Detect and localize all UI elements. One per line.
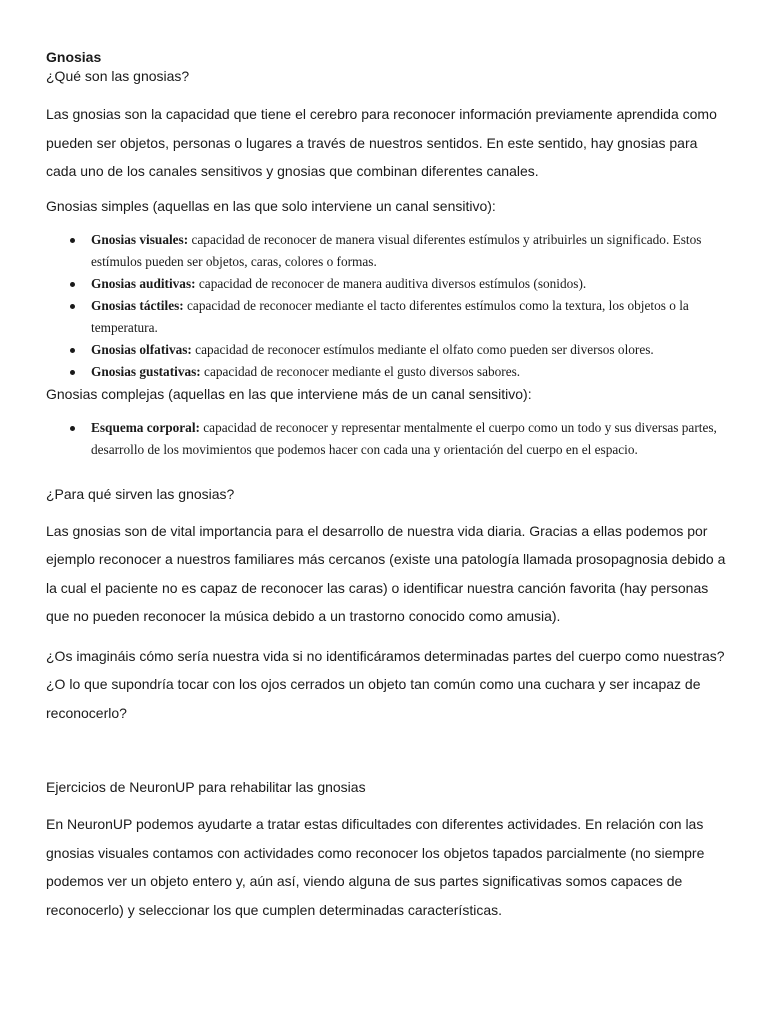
term-label: Gnosias olfativas:: [91, 341, 192, 357]
term-label: Gnosias táctiles:: [91, 297, 184, 313]
term-label: Esquema corporal:: [91, 419, 200, 435]
simple-gnosias-list: [46, 229, 726, 383]
purpose-paragraph-1: Las gnosias son de vital importancia para el desarrollo de nuestra vida diaria. Gracias a ellas podemos por ejemplo reconocer a nuestros familiares más cercanos (existe una patología llamada prosopagnosia debido a la cual el paciente no es capaz de reconocer las caras) o identificar nuestra canción favorita (hay personas que no pueden reconocer la música debido a un trastorno conocido como amusia).: [46, 522, 726, 624]
exercises-paragraph: En NeuronUP podemos ayudarte a tratar estas dificultades con diferentes actividades. En relación con las gnosias visuales contamos con actividades como reconocer los objetos tapados parcialmente (no siempre podemos ver un objeto entero y, aún así, viendo alguna de sus partes significativas somos capaces de reconocerlo) y seleccionar los que cumplen determinadas características.: [46, 816, 705, 918]
complex-gnosias-heading: Gnosias complejas (aquellas en las que interviene más de un canal sensitivo):: [46, 385, 532, 402]
list-item-tactile: [46, 295, 726, 339]
document-title: Gnosias: [46, 49, 102, 65]
list-item-gustatory: [46, 361, 726, 383]
term-description: capacidad de reconocer estímulos mediante el olfato como pueden ser diversos olores.: [191, 341, 654, 357]
term-description: capacidad de reconocer mediante el gusto diversos sabores.: [200, 363, 521, 379]
section-heading-what-are-gnosias: ¿Qué son las gnosias?: [46, 68, 190, 84]
term-description: capacidad de reconocer mediante el tacto diferentes estímulos como la textura, los objetos o la temperatura.: [91, 297, 689, 335]
purpose-paragraph-2: ¿Os imagináis cómo sería nuestra vida si no identificáramos determinadas partes del cuerpo como nuestras? ¿O lo que supondría tocar con los ojos cerrados un objeto tan común como una cuchara y ser incapaz de reconocerlo?: [46, 647, 725, 721]
term-label: Gnosias gustativas:: [91, 363, 201, 379]
section-heading-exercises: Ejercicios de NeuronUP para rehabilitar las gnosias: [46, 779, 366, 795]
term-description: capacidad de reconocer de manera visual diferentes estímulos y atribuirles un significado. Estos estímulos pueden ser objetos, caras, colores o formas.: [91, 231, 702, 269]
term-description: capacidad de reconocer de manera auditiva diversos estímulos (sonidos).: [195, 275, 587, 291]
term-description: capacidad de reconocer y representar mentalmente el cuerpo como un todo y sus diversas partes, desarrollo de los movimientos que podemos hacer con cada una y orientación del cuerpo en el espacio.: [91, 419, 717, 457]
list-item-visual: [46, 229, 726, 273]
list-item-olfactory: [46, 339, 726, 361]
intro-paragraph: Las gnosias son la capacidad que tiene el cerebro para reconocer información previamente aprendida como pueden ser objetos, personas o lugares a través de nuestros sentidos. En este sentido, hay gnosias para cada uno de los canales sensitivos y gnosias que combinan diferentes canales.: [46, 106, 717, 179]
list-item-auditory: [46, 273, 726, 295]
list-item-body-schema: [46, 417, 726, 461]
document-page: [46, 48, 726, 935]
section-heading-purpose: ¿Para qué sirven las gnosias?: [46, 485, 235, 502]
term-label: Gnosias visuales:: [91, 231, 189, 247]
simple-gnosias-heading: Gnosias simples (aquellas en las que solo interviene un canal sensitivo):: [46, 197, 496, 214]
complex-gnosias-list: [46, 417, 726, 461]
term-label: Gnosias auditivas:: [91, 275, 196, 291]
